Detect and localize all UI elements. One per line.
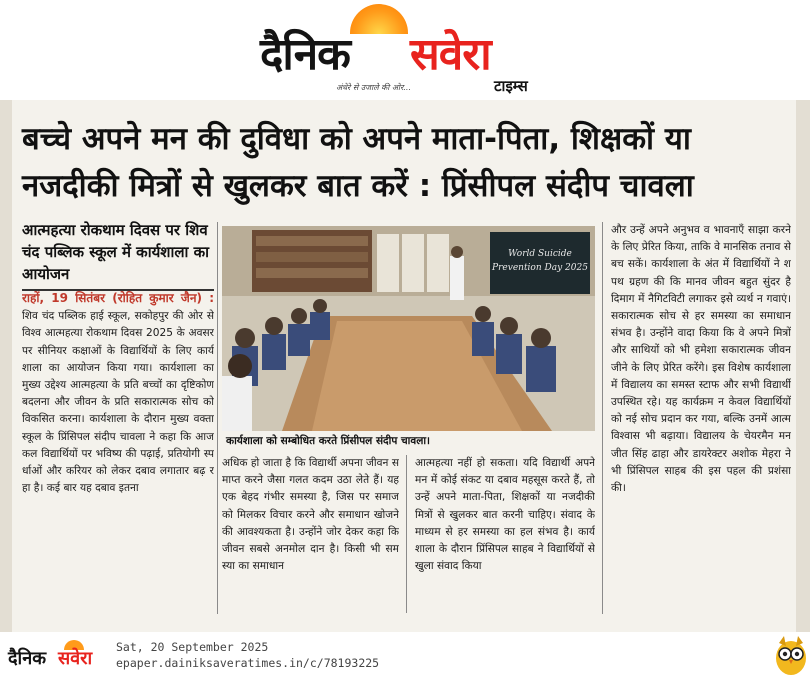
footer-date: Sat, 20 September 2025 <box>116 640 269 654</box>
article-headline: बच्चे अपने मन की दुविधा को अपने माता-पिता, शिक्षकों या नजदीकी मित्रों से खुलकर बात करें : प्रिंसीपल संदीप चावला <box>22 121 694 204</box>
owl-mascot-icon[interactable] <box>774 634 808 676</box>
footer-epaper-link[interactable]: epaper.dainiksaveratimes.in/c/78193225 <box>116 656 380 670</box>
column-divider-1 <box>217 222 218 614</box>
article-subheadline: आत्महत्या रोकथाम दिवस पर शिव चंद पब्लिक स्कूल में कार्यशाला का आयोजन <box>22 219 214 291</box>
classroom-photo-icon <box>222 226 595 431</box>
footer-brand-part1: दैनिक <box>8 648 47 669</box>
masthead <box>0 0 810 100</box>
footer-brand-part2: सवेरा <box>58 648 93 669</box>
svg-text:World Suicide: World Suicide <box>508 249 572 259</box>
brand-tagline: अंधेरे से उजाले की ओर... <box>336 83 412 92</box>
article-column-4: और उन्हें अपने अनुभव व भावनाएँ साझा करने के लिए प्रेरित किया, ताकि वे मानसिक तनाव से बच सकें। कार्यशाला के अंत में विद्यार्थियों ने शपथ ग्रहण की कि मानव जीवन बहुत सुंदर है दिमाग में नैगिटविटी लगाकर इसे व्यर्थ न गवाएं। सकारात्मक सोच से हर समस्या का समाधान संभव है। उन्होंने वादा किया कि वे अपने मित्रों और साथियों को भी हमेशा सकारात्मक जीवन जीने के लिए प्रेरित करेंगे। इस विशेष कार्यशाला में विद्यालय का समस्त स्टाफ और सभी विद्यार्थी उपस्थित रहे। यह कार्यक्रम न केवल विद्यार्थियों को नई सोच प्रदान कर गया, बल्कि उनमें आत्मविश्वास भी बढ़ाया। विद्यालय के चेयरमैन मनजीत सिंह ढाहा और डायरेक्टर अशोक मेहरा ने भी प्रिंसिपल साहब की इस पहल की प्रशंसा की। <box>611 224 791 495</box>
article-column-1-text: शिव चंद पब्लिक हाई स्कूल, सकोहपुर की ओर से विश्व आत्महत्या रोकथाम दिवस 2025 के अवसर पर सीनियर कक्षाओं के विद्यार्थियों के लिए कार्यशाला का आयोजन किया गया। कार्यशाला का मुख्य उद्देश्य आत्महत्या के प्रति बच्चों का दृष्टिकोण बदलना और जीवन के प्रति सकारात्मक सोच को विकसित करना। कार्यशाला के दौरान मुख्य वक्ता स्कूल के प्रिंसिपल संदीप चावला ने कहा कि आजकल विद्यार्थियों पर भविष्य की पढ़ाई, प्रतियोगी स्पर्धाओं और करियर को लेकर दबाव लगातार बढ़ रहा है। कई बार यह दबाव इतना <box>22 310 214 495</box>
brand-logo[interactable] <box>258 4 558 96</box>
photo-caption: कार्यशाला को सम्बोधित करते प्रिंसीपल संदीप चावला। <box>222 431 595 451</box>
brand-name-part1: दैनिक <box>260 29 350 80</box>
footer-brand-logo[interactable] <box>8 646 108 672</box>
brand-name-part2: सवेरा <box>410 29 491 80</box>
epaper-footer <box>0 632 810 678</box>
column-divider-2 <box>406 455 407 613</box>
article-dateline: राहों, 19 सितंबर (रोहित कुमार जैन) : <box>22 291 214 305</box>
article-column-2: अधिक हो जाता है कि विद्यार्थी अपना जीवन समाप्त करने जैसा गलत कदम उठा लेते हैं। यह एक बेहद गंभीर समस्या है, जिस पर समाज को मिलकर विचार करने और समाधान खोजने की आवश्यकता है। उन्होंने जोर देकर कहा कि जीवन सबसे अनमोल दान है। किसी भी समस्या का समाधान <box>222 457 399 573</box>
sun-icon <box>350 4 408 34</box>
svg-text:Prevention Day 2025: Prevention Day 2025 <box>492 263 588 273</box>
adjacent-page-edge-right <box>796 100 810 632</box>
article-column-1 <box>22 290 214 612</box>
article-photo[interactable] <box>222 226 595 431</box>
article-column-3: आत्महत्या नहीं हो सकता। यदि विद्यार्थी अपने मन में कोई संकट या दबाव महसूस करते हैं, तो उन्हें अपने माता-पिता, शिक्षकों या नजदीकी मित्रों से खुलकर बात करनी चाहिए। संवाद के माध्यम से हर समस्या का हल संभव है। कार्यशाला के दौरान प्रिंसिपल साहब ने विद्यार्थियों से खुला संवाद किया <box>415 457 595 573</box>
adjacent-page-edge-left <box>0 100 12 632</box>
column-divider-3 <box>602 222 603 614</box>
brand-suffix: टाइम्स <box>494 77 528 95</box>
